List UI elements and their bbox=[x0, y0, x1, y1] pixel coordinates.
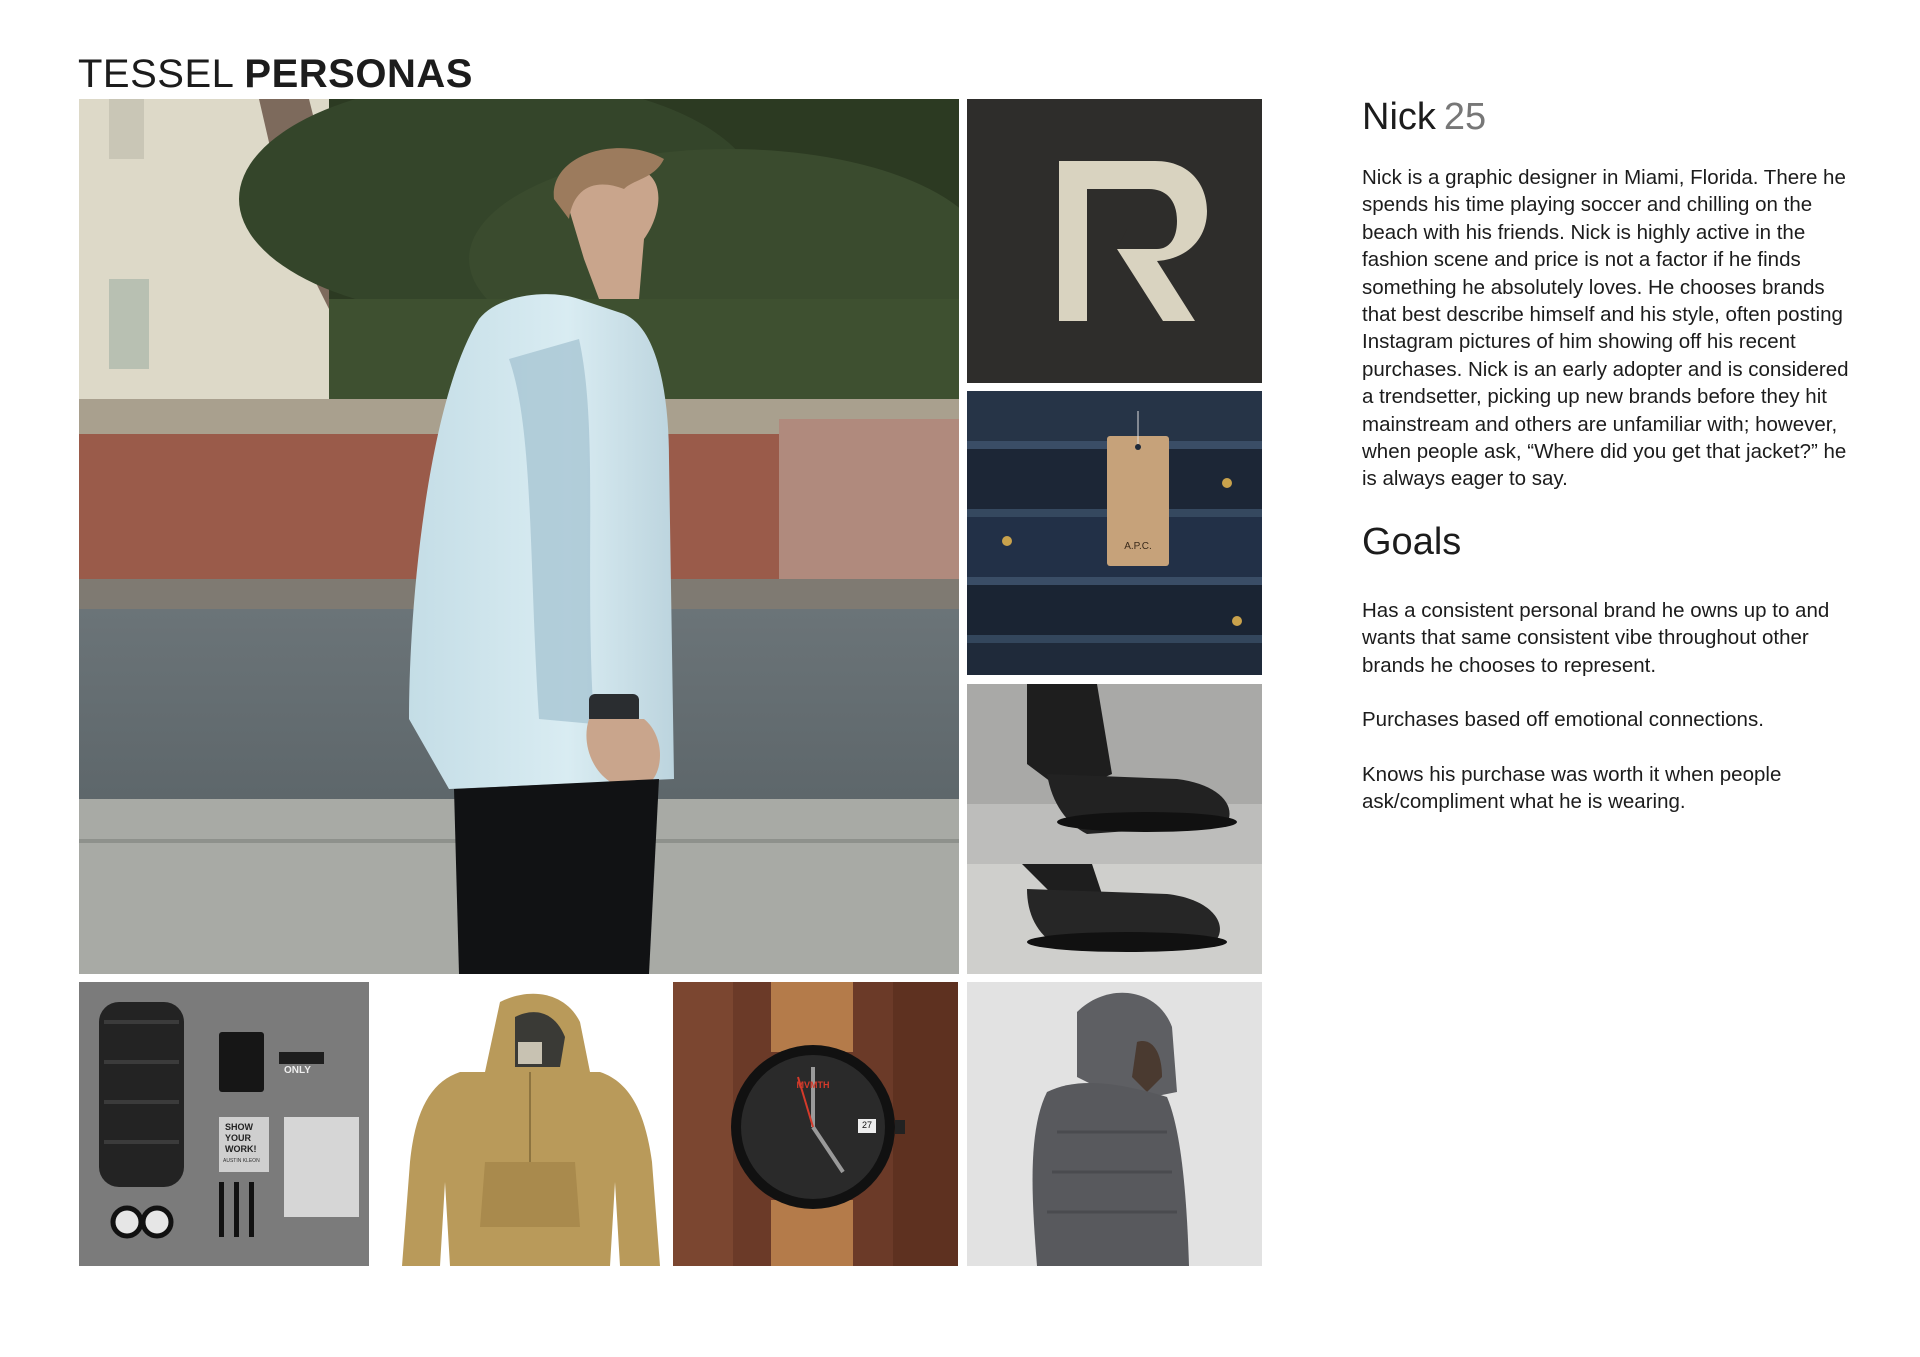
persona-heading bbox=[1362, 92, 1862, 142]
hoodie-tile bbox=[967, 982, 1262, 1266]
r-logo-tile bbox=[967, 99, 1262, 383]
goals-heading: Goals bbox=[1362, 520, 1462, 563]
persona-name: Nick bbox=[1362, 96, 1436, 138]
book-text-2: YOUR bbox=[225, 1133, 252, 1143]
apc-tag-text: A.P.C. bbox=[1124, 541, 1152, 552]
hero-photo bbox=[79, 99, 959, 974]
flatlay-tile bbox=[79, 982, 369, 1266]
page-header bbox=[78, 50, 473, 98]
watch-tile bbox=[673, 982, 958, 1266]
goal-item: Has a consistent personal brand he owns up to and wants that same consistent vibe throughout other brands he chooses to represent. bbox=[1362, 598, 1830, 677]
header-title-light: TESSEL bbox=[78, 52, 235, 96]
persona-bio: Nick is a graphic designer in Miami, Florida. There he spends his time playing soccer and chilling on the beach with his friends. Nick is highly active in the fashion scene and price is not a factor if he finds something he absolutely loves. He chooses brands that best describe himself and his style, often posting Instagram pictures of him showing off his recent purchases. Nick is an early adopter and is considered a trendsetter, picking up new brands before they hit mainstream and others are unfamiliar with; however, when people ask, “Where did you get that jacket?” he is always eager to say. bbox=[1362, 166, 1849, 491]
book-text-3: WORK! bbox=[225, 1144, 257, 1154]
jeans-tag-tile bbox=[967, 391, 1262, 675]
goal-item: Knows his purchase was worth it when people ask/compliment what he is wearing. bbox=[1362, 762, 1782, 813]
watch-date: 27 bbox=[861, 1120, 872, 1130]
anorak-tile bbox=[390, 982, 670, 1266]
watch-brand: MVMTH bbox=[796, 1080, 830, 1090]
strap-text: ONLY bbox=[284, 1065, 311, 1076]
book-author: AUSTIN KLEON bbox=[223, 1158, 260, 1164]
book-text-1: SHOW bbox=[225, 1122, 253, 1132]
logo-letter: R bbox=[967, 99, 968, 100]
persona-text-column bbox=[1362, 92, 1862, 815]
goal-item: Purchases based off emotional connections. bbox=[1362, 708, 1764, 732]
persona-age: 25 bbox=[1443, 96, 1487, 138]
header-title-bold: PERSONAS bbox=[244, 52, 473, 96]
sneakers-tile bbox=[967, 684, 1262, 974]
